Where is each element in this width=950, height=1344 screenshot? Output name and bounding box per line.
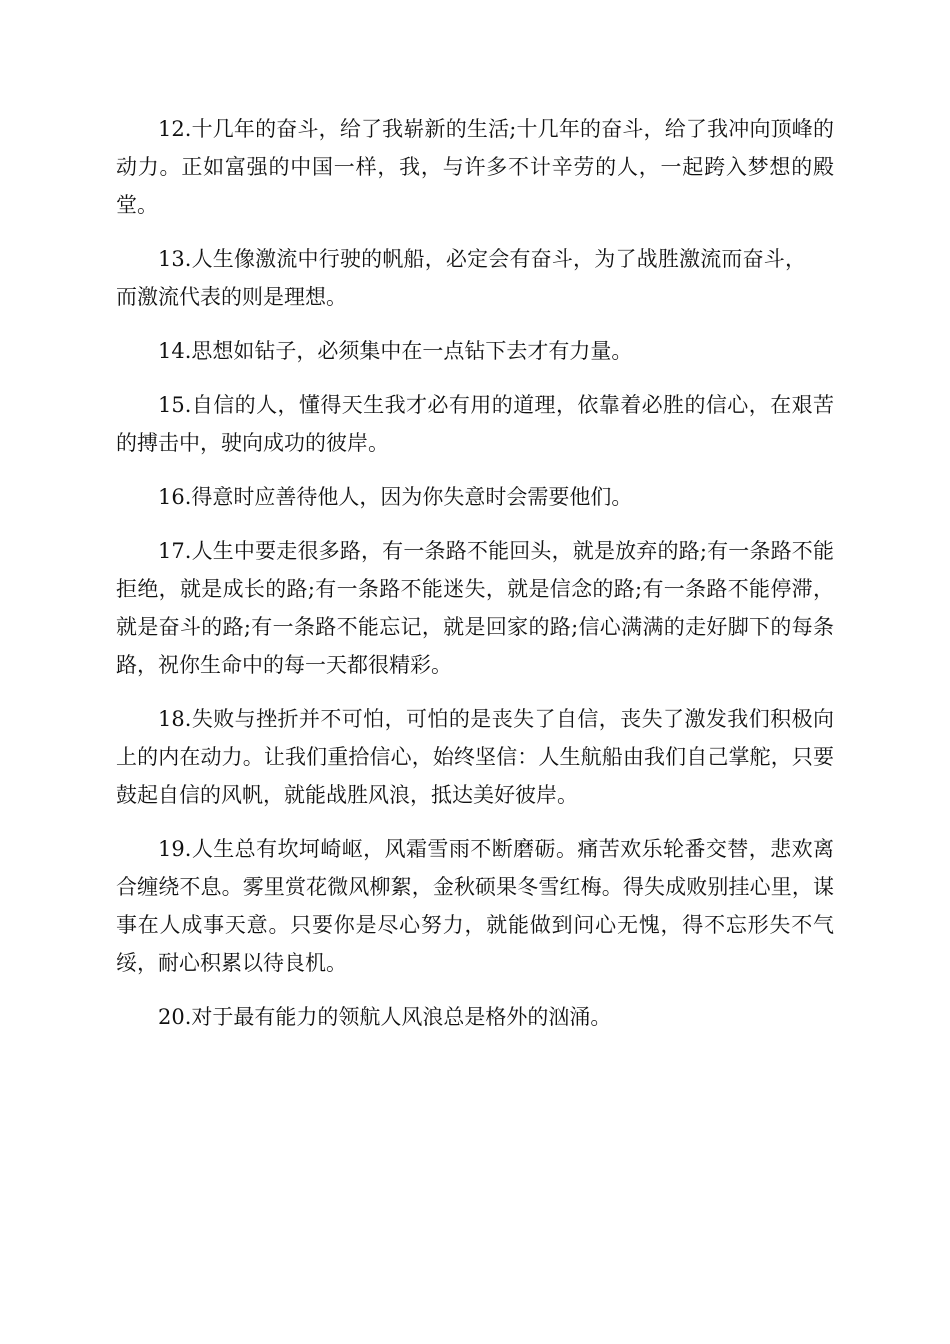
paragraph-17: 17.人生中要走很多路，有一条路不能回头，就是放弃的路;有一条路不能拒绝，就是成长的路;有一条路不能迷失，就是信念的路;有一条路不能停滞，就是奋斗的路;有一条路不能忘记，就是回家的路;信心满满的走好脚下的每条路，祝你生命中的每一天都很精彩。	[116, 539, 834, 677]
paragraph-15: 15.自信的人，懂得天生我才必有用的道理，依靠着必胜的信心，在艰苦的搏击中，驶向成功的彼岸。	[116, 393, 834, 455]
paragraph-20: 20.对于最有能力的领航人风浪总是格外的汹涌。	[158, 1005, 612, 1029]
paragraph-12: 12.十几年的奋斗，给了我崭新的生活;十几年的奋斗，给了我冲向顶峰的动力。正如富强的中国一样，我，与许多不计辛劳的人，一起跨入梦想的殿堂。	[116, 117, 834, 217]
document-body	[116, 110, 834, 1052]
paragraph-14: 14.思想如钻子，必须集中在一点钻下去才有力量。	[158, 339, 633, 363]
paragraph-13: 13.人生像激流中行驶的帆船，必定会有奋斗，为了战胜激流而奋斗，而激流代表的则是理想。	[116, 247, 806, 309]
paragraph-19: 19.人生总有坎坷崎岖，风霜雪雨不断磨砺。痛苦欢乐轮番交替，悲欢离合缠绕不息。雾里赏花微风柳絮，金秋硕果冬雪红梅。得失成败别挂心里，谋事在人成事天意。只要你是尽心努力，就能做到问心无愧，得不忘形失不气绥，耐心积累以待良机。	[116, 837, 834, 975]
paragraph-18: 18.失败与挫折并不可怕，可怕的是丧失了自信，丧失了激发我们积极向上的内在动力。让我们重拾信心，始终坚信：人生航船由我们自己掌舵，只要鼓起自信的风帆，就能战胜风浪，抵达美好彼岸。	[116, 707, 834, 807]
paragraph-16: 16.得意时应善待他人，因为你失意时会需要他们。	[158, 485, 633, 509]
